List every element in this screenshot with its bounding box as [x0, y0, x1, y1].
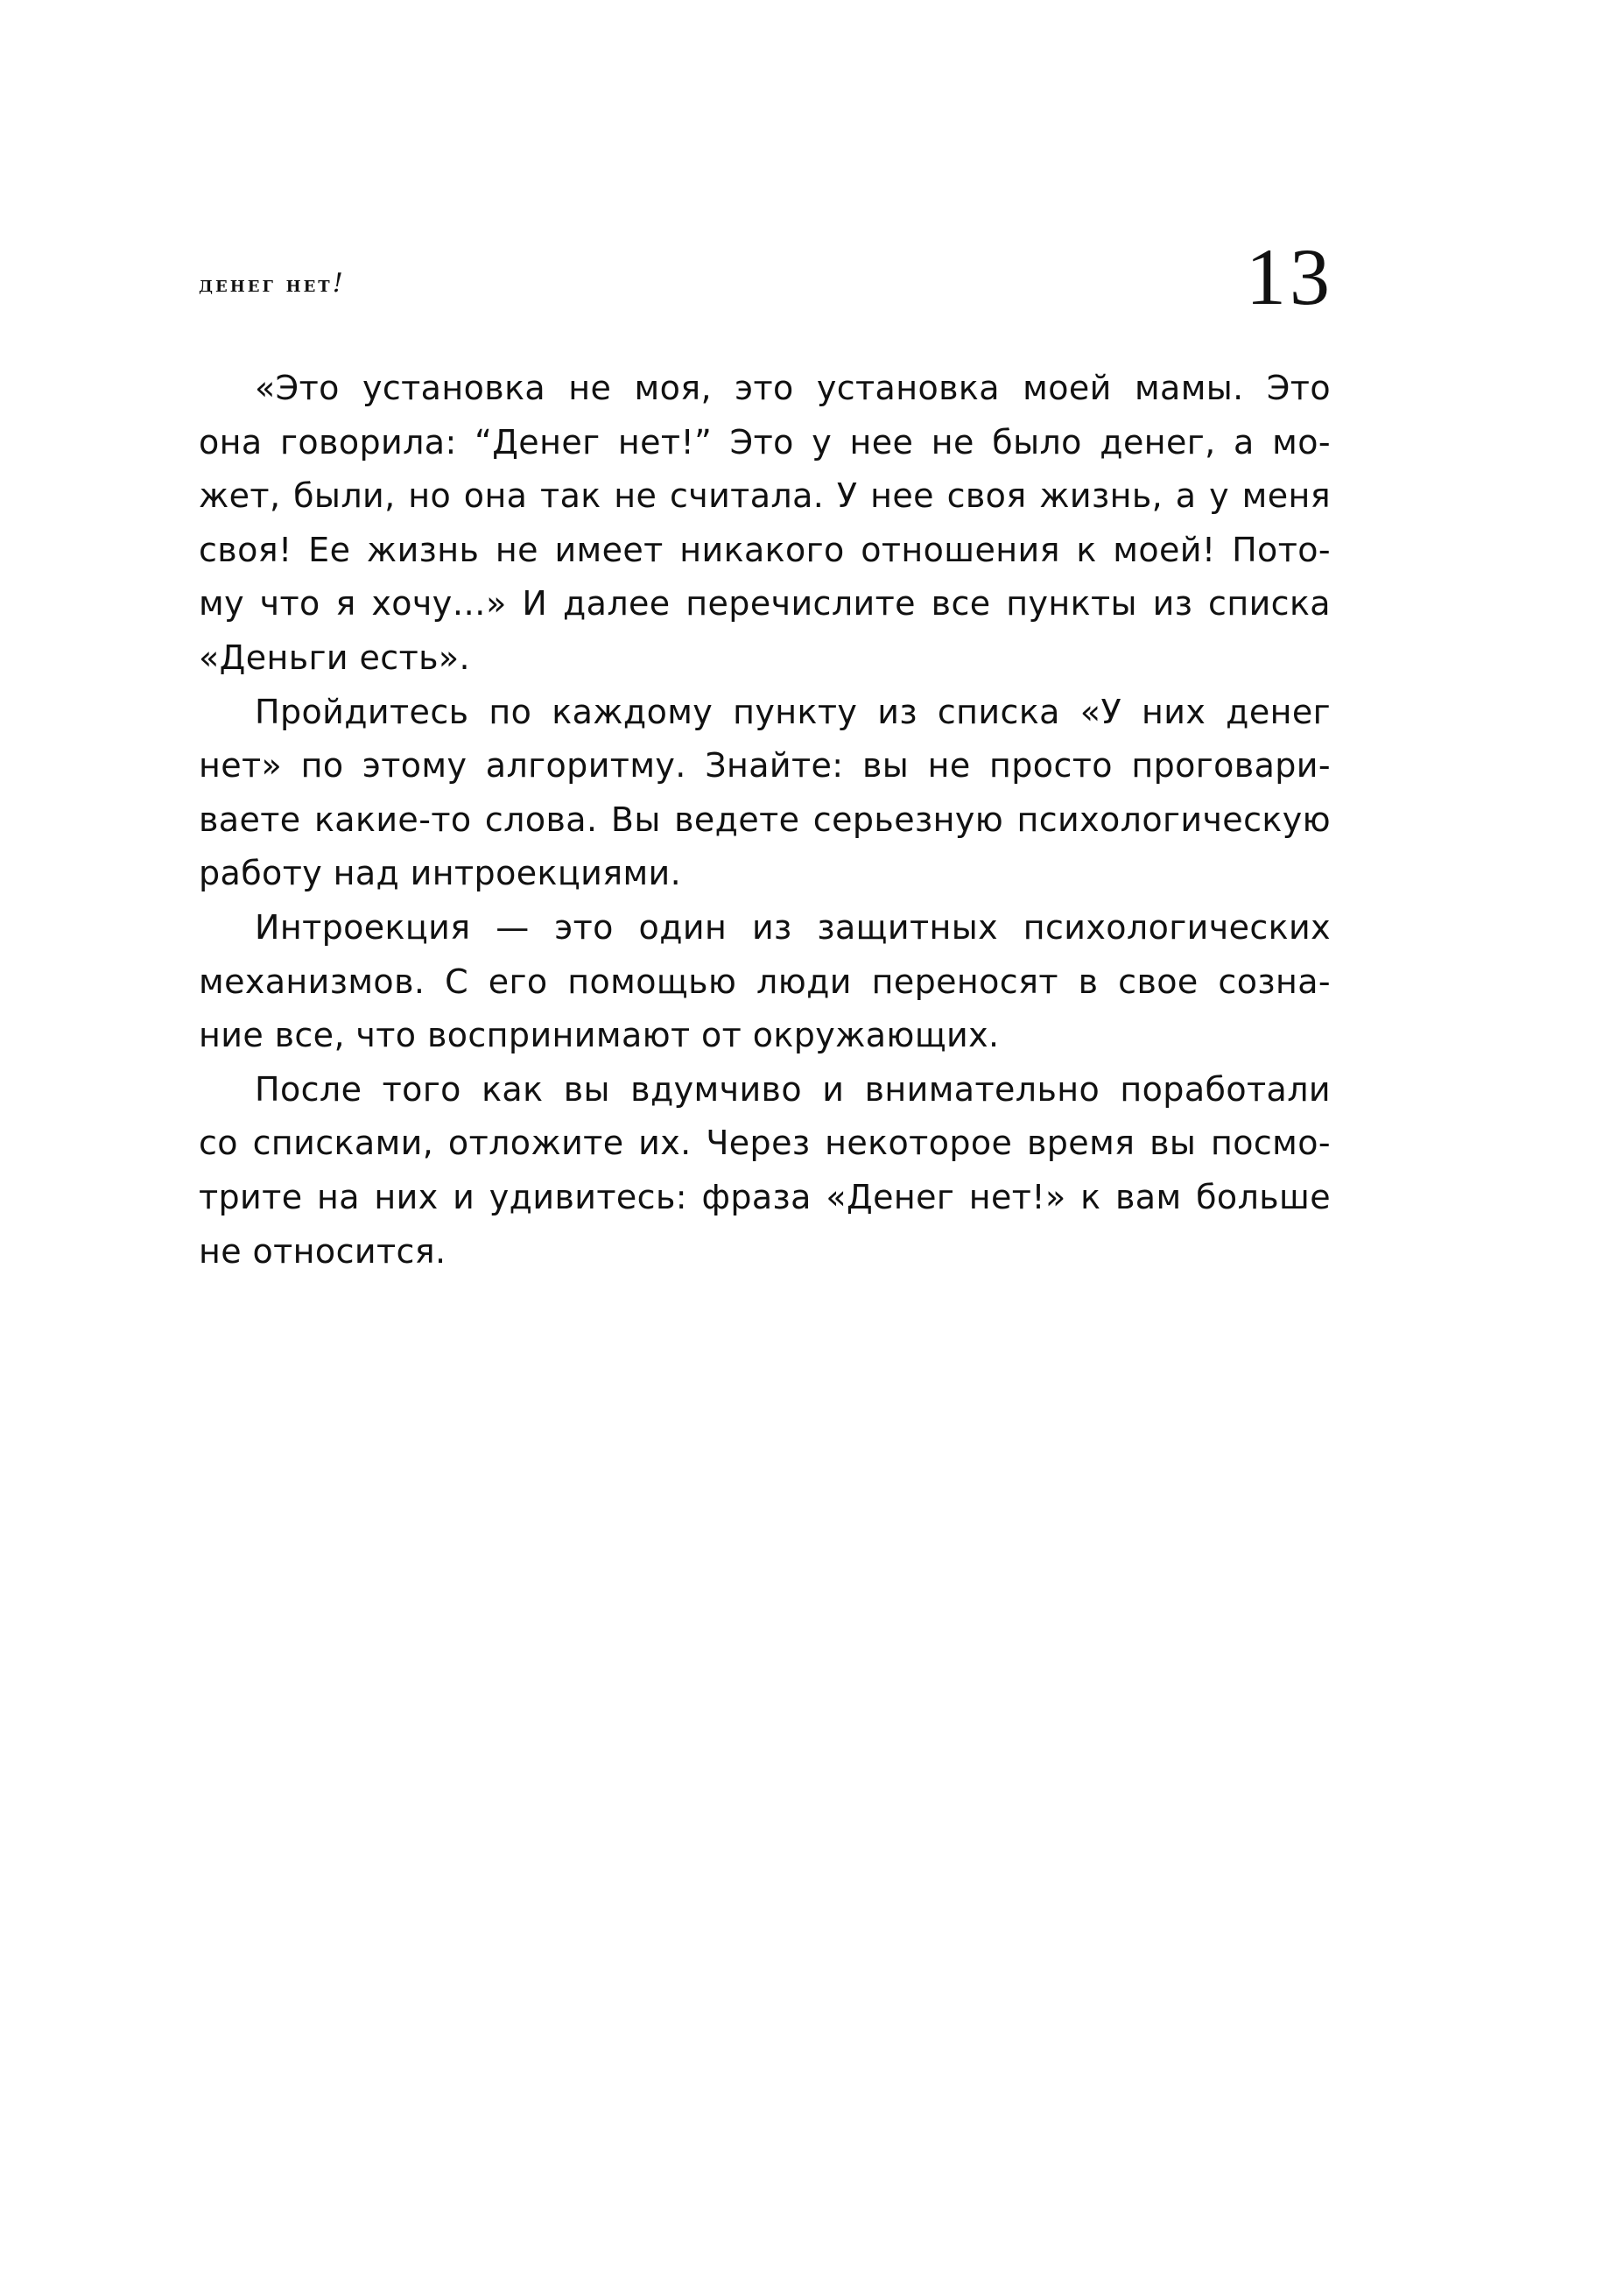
text-line: «Деньги есть».	[199, 638, 471, 677]
text-line: Интроекция — это один из защитных психологических	[255, 907, 1331, 947]
body-text	[199, 363, 1331, 1279]
text-line: трите на них и удивитесь: фраза «Денег нет!» к вам больше	[199, 1177, 1331, 1216]
text-line: не относится.	[199, 1231, 446, 1271]
text-line: му что я хочу…» И далее перечислите все пункты из списка	[199, 584, 1331, 624]
page-number: 13	[1246, 232, 1333, 321]
text-line: ваете какие-то слова. Вы ведете серьезную психологическую	[199, 800, 1331, 839]
text-line: со списками, отложите их. Через некоторое время вы посмо-	[199, 1124, 1331, 1163]
text-line: работу над интроекциями.	[199, 854, 682, 893]
text-line: После того как вы вдумчиво и внимательно поработали	[255, 1069, 1331, 1109]
paragraph	[199, 687, 1331, 902]
running-head-mark: !	[332, 268, 346, 299]
text-line: ние все, что воспринимают от окружающих.	[199, 1016, 1000, 1055]
paragraph	[199, 902, 1331, 1064]
running-head	[199, 268, 346, 299]
text-line: механизмов. С его помощью люди переносят в свое созна-	[199, 962, 1331, 1001]
text-line: своя! Ее жизнь не имеет никакого отношения к моей! Пото-	[199, 530, 1331, 569]
text-line: нет» по этому алгоритму. Знайте: вы не просто проговари-	[199, 746, 1331, 786]
text-line: жет, были, но она так не считала. У нее своя жизнь, а у меня	[199, 476, 1331, 516]
text-line: она говорила: “Денег нет!” Это у нее не было денег, а мо-	[199, 422, 1331, 462]
paragraph	[199, 1064, 1331, 1279]
running-head-title: денег нет	[199, 271, 333, 297]
text-line: Пройдитесь по каждому пункту из списка «У них денег	[255, 692, 1331, 731]
paragraph	[199, 363, 1331, 687]
text-line: «Это установка не моя, это установка моей мамы. Это	[255, 369, 1331, 407]
